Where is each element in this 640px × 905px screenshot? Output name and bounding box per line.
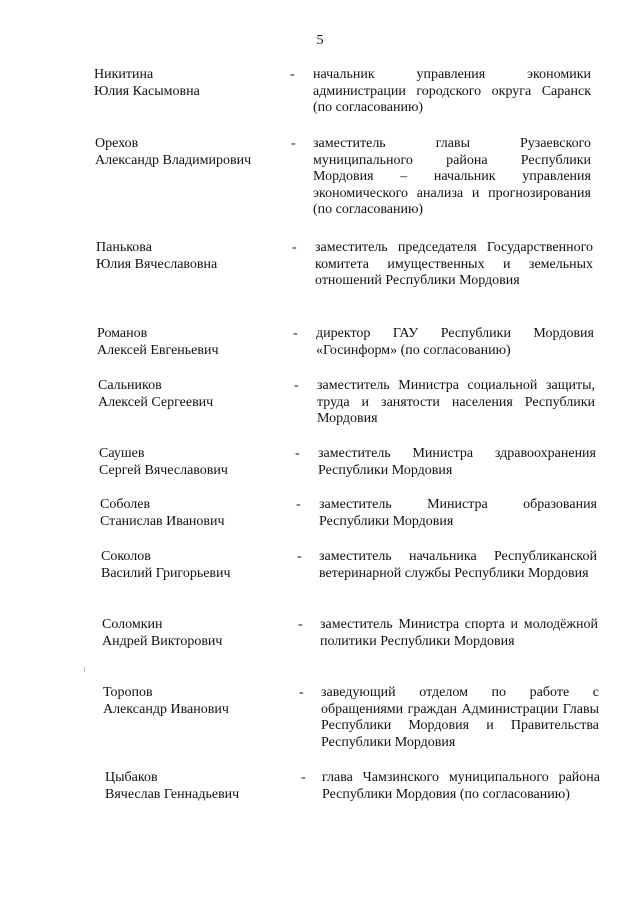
separator-dash: - bbox=[292, 240, 297, 255]
separator-dash: - bbox=[299, 685, 304, 700]
member-surname: Сальников bbox=[98, 378, 162, 393]
member-name bbox=[95, 136, 295, 169]
member-role: заведующий отделом по работе с обращениями граждан Администрации Главы Республики Мордовия и Правительства Республики Мордовия bbox=[321, 685, 599, 750]
member-surname: Саушев bbox=[99, 446, 145, 461]
member-name bbox=[100, 497, 300, 530]
member-surname: Панькова bbox=[96, 240, 152, 255]
member-role: заместитель Министра здравоохранения Республики Мордовия bbox=[318, 446, 596, 478]
member-role: заместитель председателя Государственного комитета имущественных и земельных отношений Республики Мордовия bbox=[315, 240, 593, 288]
member-role: заместитель Министра социальной защиты, труда и занятости населения Республики Мордовия bbox=[317, 378, 595, 426]
separator-dash: - bbox=[294, 378, 299, 393]
member-given-names: Алексей Евгеньевич bbox=[97, 342, 219, 358]
separator-dash: - bbox=[296, 497, 301, 512]
member-role: глава Чамзинского муниципального района Республики Мордовия (по согласованию) bbox=[322, 770, 600, 802]
separator-dash: - bbox=[297, 549, 302, 564]
member-surname: Соболев bbox=[100, 497, 151, 512]
member-surname: Орехов bbox=[95, 136, 139, 151]
member-role: начальник управления экономики администрации городского округа Саранск (по согласованию) bbox=[313, 67, 591, 115]
member-surname: Романов bbox=[97, 326, 148, 341]
member-name bbox=[96, 240, 296, 273]
member-role: заместитель Министра спорта и молодёжной политики Республики Мордовия bbox=[320, 617, 598, 649]
member-role: директор ГАУ Республики Мордовия «Госинформ» (по согласованию) bbox=[316, 326, 594, 358]
member-given-names: Станислав Иванович bbox=[100, 513, 225, 529]
member-name bbox=[99, 446, 299, 479]
member-name bbox=[94, 67, 294, 100]
separator-dash: - bbox=[293, 326, 298, 341]
member-given-names: Василий Григорьевич bbox=[101, 565, 231, 581]
member-name bbox=[97, 326, 297, 359]
separator-dash: - bbox=[301, 770, 306, 785]
member-given-names: Юлия Касымовна bbox=[94, 83, 200, 99]
member-surname: Цыбаков bbox=[105, 770, 158, 785]
member-surname: Торопов bbox=[103, 685, 153, 700]
member-name bbox=[105, 770, 305, 803]
member-given-names: Алексей Сергеевич bbox=[98, 394, 214, 410]
member-surname: Никитина bbox=[94, 67, 154, 82]
member-name bbox=[102, 617, 302, 650]
member-role: заместитель начальника Республиканской ветеринарной службы Республики Мордовия bbox=[319, 549, 597, 581]
page-number: 5 bbox=[316, 33, 324, 48]
separator-dash: - bbox=[298, 617, 303, 632]
member-role: заместитель главы Рузаевского муниципального района Республики Мордовия – начальник управления экономического анализа и прогнозирования (по согласованию) bbox=[313, 136, 591, 217]
member-surname: Соколов bbox=[101, 549, 151, 564]
member-name bbox=[101, 549, 301, 582]
member-given-names: Андрей Викторович bbox=[102, 633, 223, 649]
separator-dash: - bbox=[295, 446, 300, 461]
scan-margin-mark bbox=[84, 667, 85, 672]
member-role: заместитель Министра образования Республики Мордовия bbox=[319, 497, 597, 529]
separator-dash: - bbox=[290, 67, 295, 82]
member-given-names: Александр Иванович bbox=[103, 701, 229, 717]
member-name bbox=[103, 685, 303, 718]
member-given-names: Сергей Вячеславович bbox=[99, 462, 228, 478]
member-surname: Соломкин bbox=[102, 617, 163, 632]
member-given-names: Юлия Вячеславовна bbox=[96, 256, 218, 272]
separator-dash: - bbox=[291, 136, 296, 151]
member-name bbox=[98, 378, 298, 411]
member-given-names: Александр Владимирович bbox=[95, 152, 252, 168]
member-given-names: Вячеслав Геннадьевич bbox=[105, 786, 240, 802]
